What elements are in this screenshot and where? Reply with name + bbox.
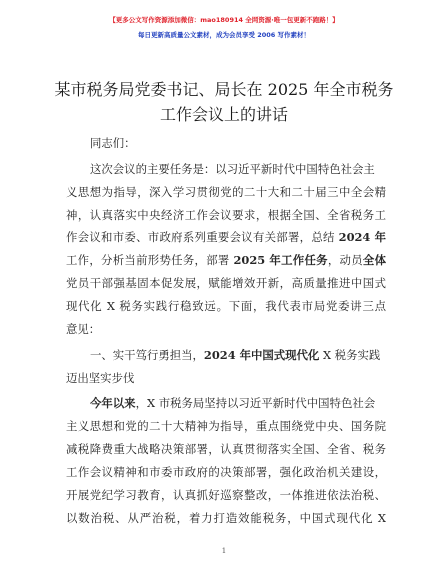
paragraph-line: 今年以来，X 市税务局坚持以习近平新时代中国特色社会 [90,396,376,410]
document-title-line-1: 某市税务局党委书记、局长在 2025 年全市税务 [54,80,394,99]
greeting: 同志们： [90,136,136,150]
paragraph-line: 以数治税、从严治税，着力打造效能税务，中国式现代化 X [66,511,386,525]
paragraph-line: 现代化 X 税务实践行稳致远。下面，我代表市局党委讲三点 [66,299,386,313]
bold-task: 2025 年工作任务 [233,253,328,267]
bold-all: 全体 [362,253,386,267]
paragraph-line: 工作会议精神和市委市政府的决策部署，强化政治机关建设， [66,465,386,479]
bold-year: 2024 年 [338,230,387,244]
paragraph-line: 意见： [66,322,101,336]
heading-line: 一、实干笃行勇担当，2024 年中国式现代化 X 税务实践 [90,348,381,362]
paragraph-line: 这次会议的主要任务是：以习近平新时代中国特色社会主 [90,162,375,176]
paragraph-line: 工作，分析当前形势任务，部署 2025 年工作任务，动员全体 [66,253,386,267]
promo-banner-line-2: 每日更新高质量公文素材，成为会员享受 2006 写作素材！ [137,31,311,39]
page-number: 1 [221,547,227,555]
paragraph-line: 作会议和市委、市政府系列重要会议有关部署，总结 2024 年 [66,230,387,244]
promo-banner-line-1: 【更多公文写作资源添加微信：mao180914 全网资源·唯一包更新不跑路！】 [109,16,339,24]
paragraph-line: 神，认真落实中央经济工作会议要求，根据全国、全省税务工 [66,208,386,222]
heading-line: 迈出坚实步伐 [66,371,135,385]
paragraph-line: 党员干部强基固本促发展，赋能增效开新，高质量推进中国式 [66,276,386,290]
bold-lead: 今年以来 [90,396,136,410]
paragraph-line: 开展党纪学习教育，认真抓好巡察整改，一体推进依法治税、 [66,488,386,502]
paragraph-line: 主义思想和党的二十大精神为指导，重点围绕党中央、国务院 [66,419,386,433]
document-title-line-2: 工作会议上的讲话 [159,105,288,124]
paragraph-line: 义思想为指导，深入学习贯彻党的二十大和二十届三中全会精 [66,185,386,199]
bold-heading-year: 2024 年中国式现代化 [203,348,320,362]
paragraph-line: 减税降费重大战略决策部署，认真贯彻落实全国、全省、税务 [66,442,386,456]
